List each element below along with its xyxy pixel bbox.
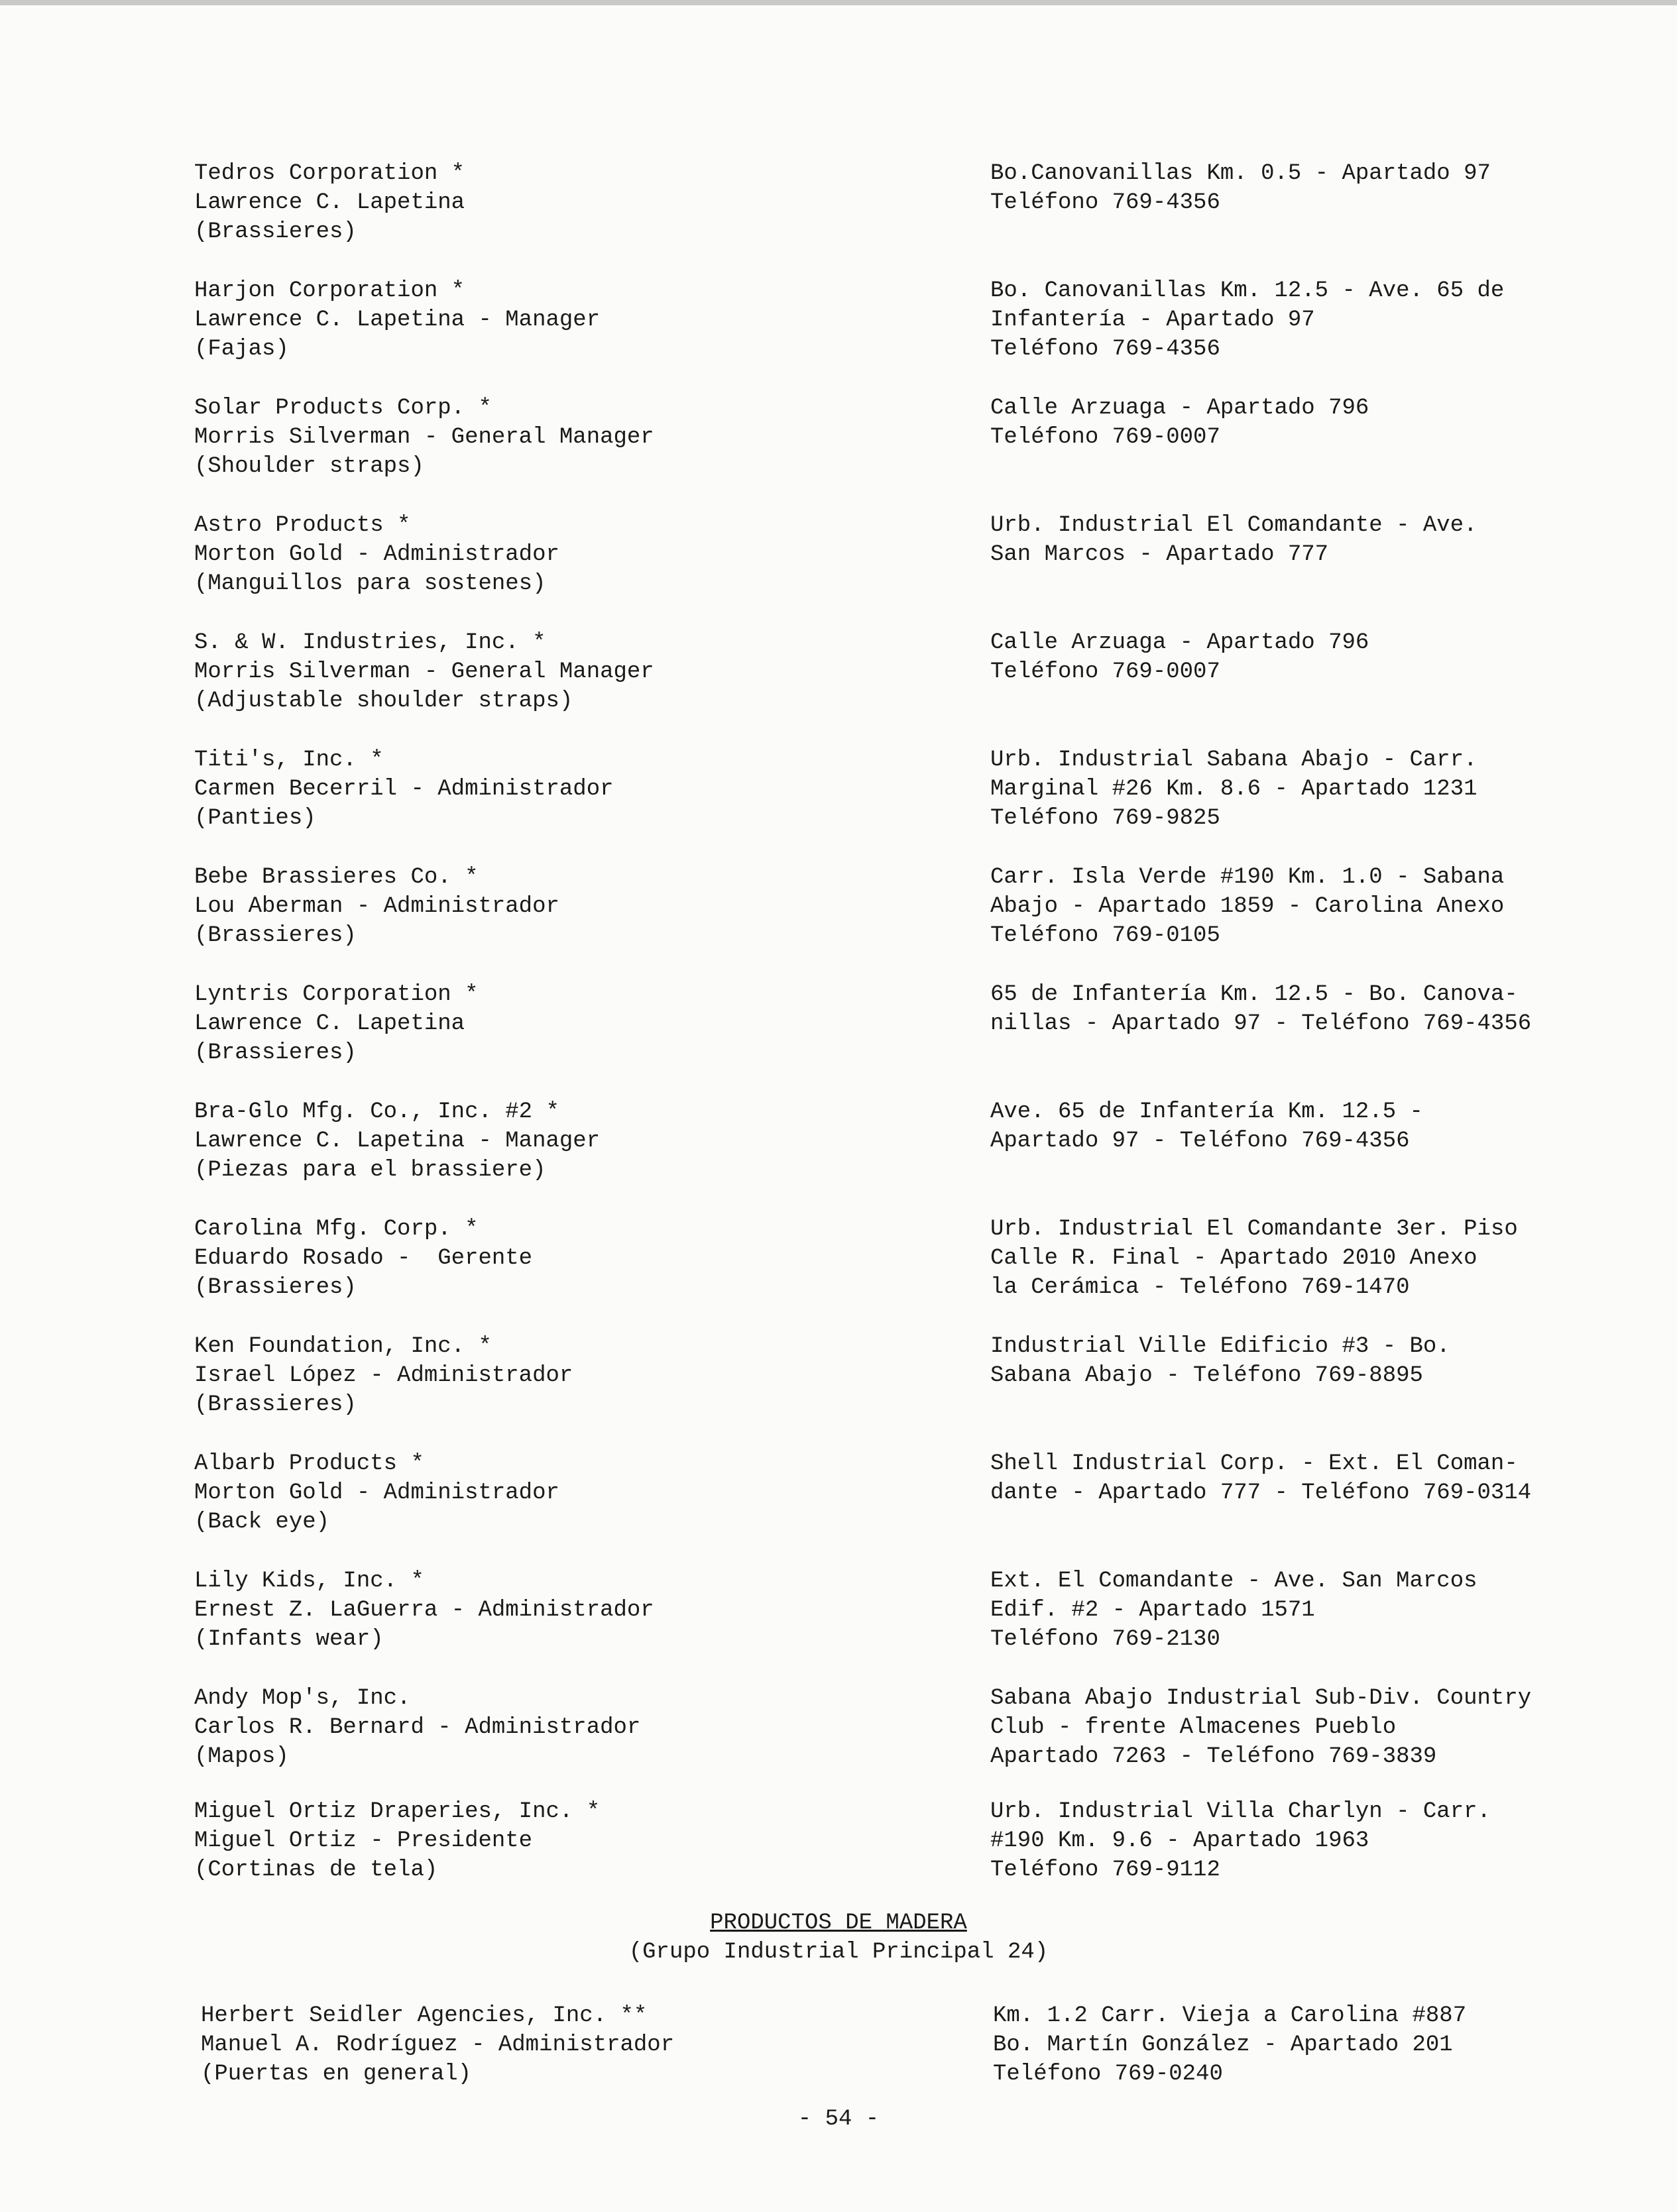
company-info	[194, 628, 956, 716]
company-name: Titi's, Inc. *	[194, 747, 384, 773]
company-address	[990, 1449, 1627, 1508]
address-line: Bo. Martín González - Apartado 201	[993, 2032, 1453, 2058]
company-address	[990, 1797, 1627, 1885]
company-name: Lyntris Corporation *	[194, 982, 479, 1007]
company-info	[194, 1567, 956, 1654]
company-product: (Brassieres)	[194, 219, 357, 245]
company-name: Tedros Corporation *	[194, 161, 465, 186]
address-line: Teléfono 769-0007	[990, 425, 1220, 450]
address-line: Industrial Ville Edificio #3 - Bo.	[990, 1334, 1450, 1359]
company-name: Andy Mop's, Inc.	[194, 1686, 411, 1711]
address-line: Bo. Canovanillas Km. 12.5 - Ave. 65 de	[990, 278, 1505, 304]
company-name: S. & W. Industries, Inc. *	[194, 630, 546, 655]
company-info	[194, 276, 956, 364]
company-contact: Carmen Becerril - Administrador	[194, 777, 614, 802]
address-line: Teléfono 769-4356	[990, 190, 1220, 215]
company-name: Bra-Glo Mfg. Co., Inc. #2 *	[194, 1099, 559, 1125]
address-line: Teléfono 769-9112	[990, 1857, 1220, 1883]
address-line: dante - Apartado 777 - Teléfono 769-0314	[990, 1480, 1532, 1506]
company-contact: Miguel Ortiz - Presidente	[194, 1828, 533, 1853]
company-name: Astro Products *	[194, 513, 411, 538]
company-contact: Morton Gold - Administrador	[194, 542, 559, 567]
company-contact: Lawrence C. Lapetina - Manager	[194, 307, 601, 333]
address-line: Apartado 97 - Teléfono 769-4356	[990, 1129, 1410, 1154]
company-info	[194, 1332, 956, 1419]
company-contact: Lawrence C. Lapetina	[194, 190, 465, 215]
company-contact: Ernest Z. LaGuerra - Administrador	[194, 1598, 654, 1623]
company-product: (Brassieres)	[194, 1275, 357, 1300]
company-address	[990, 159, 1627, 217]
company-product: (Back eye)	[194, 1510, 330, 1535]
address-line: Urb. Industrial El Comandante 3er. Piso	[990, 1217, 1518, 1242]
company-address	[990, 1567, 1627, 1654]
section-heading	[0, 1908, 1677, 1967]
company-product: (Panties)	[194, 806, 316, 831]
address-line: Club - frente Almacenes Pueblo	[990, 1715, 1397, 1740]
page-number: - 54 -	[797, 2107, 880, 2132]
company-product: (Manguillos para sostenes)	[194, 571, 546, 596]
address-line: Sabana Abajo - Teléfono 769-8895	[990, 1363, 1423, 1388]
section-title: PRODUCTOS DE MADERA	[710, 1910, 967, 1936]
company-name: Albarb Products *	[194, 1451, 424, 1476]
company-contact: Lawrence C. Lapetina	[194, 1011, 465, 1036]
company-address	[990, 394, 1627, 452]
address-line: Ext. El Comandante - Ave. San Marcos	[990, 1569, 1477, 1594]
company-contact: Israel López - Administrador	[194, 1363, 573, 1388]
address-line: #190 Km. 9.6 - Apartado 1963	[990, 1828, 1369, 1853]
company-product: (Puertas en general)	[201, 2062, 472, 2087]
company-contact: Lawrence C. Lapetina - Manager	[194, 1129, 601, 1154]
company-info	[194, 1215, 956, 1302]
company-address	[990, 628, 1627, 687]
company-product: (Fajas)	[194, 337, 289, 362]
address-line: Edif. #2 - Apartado 1571	[990, 1598, 1315, 1623]
address-line: Km. 1.2 Carr. Vieja a Carolina #887	[993, 2003, 1467, 2028]
company-name: Ken Foundation, Inc. *	[194, 1334, 492, 1359]
address-line: Teléfono 769-4356	[990, 337, 1220, 362]
company-product: (Shoulder straps)	[194, 454, 424, 479]
company-address	[990, 1215, 1627, 1302]
company-name: Lily Kids, Inc. *	[194, 1569, 424, 1594]
address-line: Infantería - Apartado 97	[990, 307, 1315, 333]
company-product: (Brassieres)	[194, 923, 357, 948]
company-info	[194, 511, 956, 598]
company-product: (Mapos)	[194, 1744, 289, 1769]
company-contact: Morris Silverman - General Manager	[194, 425, 654, 450]
company-address	[990, 1684, 1627, 1771]
address-line: Abajo - Apartado 1859 - Carolina Anexo	[990, 894, 1505, 919]
address-line: nillas - Apartado 97 - Teléfono 769-4356	[990, 1011, 1532, 1036]
company-product: (Cortinas de tela)	[194, 1857, 438, 1883]
address-line: Calle Arzuaga - Apartado 796	[990, 396, 1369, 421]
company-address	[993, 2001, 1629, 2089]
company-name: Herbert Seidler Agencies, Inc. **	[201, 2003, 648, 2028]
company-product: (Brassieres)	[194, 1392, 357, 1417]
address-line: Teléfono 769-0240	[993, 2062, 1223, 2087]
address-line: Teléfono 769-2130	[990, 1627, 1220, 1652]
company-address	[990, 1332, 1627, 1390]
company-contact: Eduardo Rosado - Gerente	[194, 1246, 533, 1271]
address-line: Shell Industrial Corp. - Ext. El Coman-	[990, 1451, 1518, 1476]
company-name: Bebe Brassieres Co. *	[194, 865, 479, 890]
company-info	[194, 980, 956, 1068]
address-line: Urb. Industrial El Comandante - Ave.	[990, 513, 1477, 538]
company-contact: Carlos R. Bernard - Administrador	[194, 1715, 641, 1740]
company-info	[194, 1097, 956, 1185]
company-product: (Brassieres)	[194, 1040, 357, 1066]
address-line: Calle Arzuaga - Apartado 796	[990, 630, 1369, 655]
address-line: Teléfono 769-9825	[990, 806, 1220, 831]
company-info	[194, 746, 956, 833]
company-name: Solar Products Corp. *	[194, 396, 492, 421]
company-address	[990, 276, 1627, 364]
company-address	[990, 746, 1627, 833]
company-info	[201, 2001, 963, 2089]
company-product: (Infants wear)	[194, 1627, 384, 1652]
company-product: (Adjustable shoulder straps)	[194, 689, 573, 714]
company-contact: Morris Silverman - General Manager	[194, 659, 654, 685]
address-line: Carr. Isla Verde #190 Km. 1.0 - Sabana	[990, 865, 1505, 890]
company-address	[990, 1097, 1627, 1156]
company-name: Miguel Ortiz Draperies, Inc. *	[194, 1799, 601, 1824]
company-info	[194, 1684, 956, 1771]
address-line: Teléfono 769-0007	[990, 659, 1220, 685]
company-address	[990, 863, 1627, 950]
company-name: Carolina Mfg. Corp. *	[194, 1217, 479, 1242]
address-line: 65 de Infantería Km. 12.5 - Bo. Canova-	[990, 982, 1518, 1007]
address-line: Teléfono 769-0105	[990, 923, 1220, 948]
company-info	[194, 1797, 956, 1885]
address-line: Sabana Abajo Industrial Sub-Div. Country	[990, 1686, 1532, 1711]
address-line: Calle R. Final - Apartado 2010 Anexo	[990, 1246, 1477, 1271]
company-info	[194, 1449, 956, 1537]
company-info	[194, 394, 956, 481]
company-contact: Manuel A. Rodríguez - Administrador	[201, 2032, 675, 2058]
address-line: Bo.Canovanillas Km. 0.5 - Apartado 97	[990, 161, 1491, 186]
address-line: Urb. Industrial Villa Charlyn - Carr.	[990, 1799, 1491, 1824]
company-address	[990, 511, 1627, 569]
section-subtitle: (Grupo Industrial Principal 24)	[628, 1940, 1049, 1965]
company-address	[990, 980, 1627, 1038]
address-line: Apartado 7263 - Teléfono 769-3839	[990, 1744, 1437, 1769]
company-info	[194, 159, 956, 247]
company-name: Harjon Corporation *	[194, 278, 465, 304]
address-line: Ave. 65 de Infantería Km. 12.5 -	[990, 1099, 1423, 1125]
company-info	[194, 863, 956, 950]
company-contact: Morton Gold - Administrador	[194, 1480, 559, 1506]
address-line: Urb. Industrial Sabana Abajo - Carr.	[990, 747, 1477, 773]
address-line: San Marcos - Apartado 777	[990, 542, 1329, 567]
address-line: Marginal #26 Km. 8.6 - Apartado 1231	[990, 777, 1477, 802]
address-line: la Cerámica - Teléfono 769-1470	[990, 1275, 1410, 1300]
company-contact: Lou Aberman - Administrador	[194, 894, 559, 919]
company-product: (Piezas para el brassiere)	[194, 1158, 546, 1183]
